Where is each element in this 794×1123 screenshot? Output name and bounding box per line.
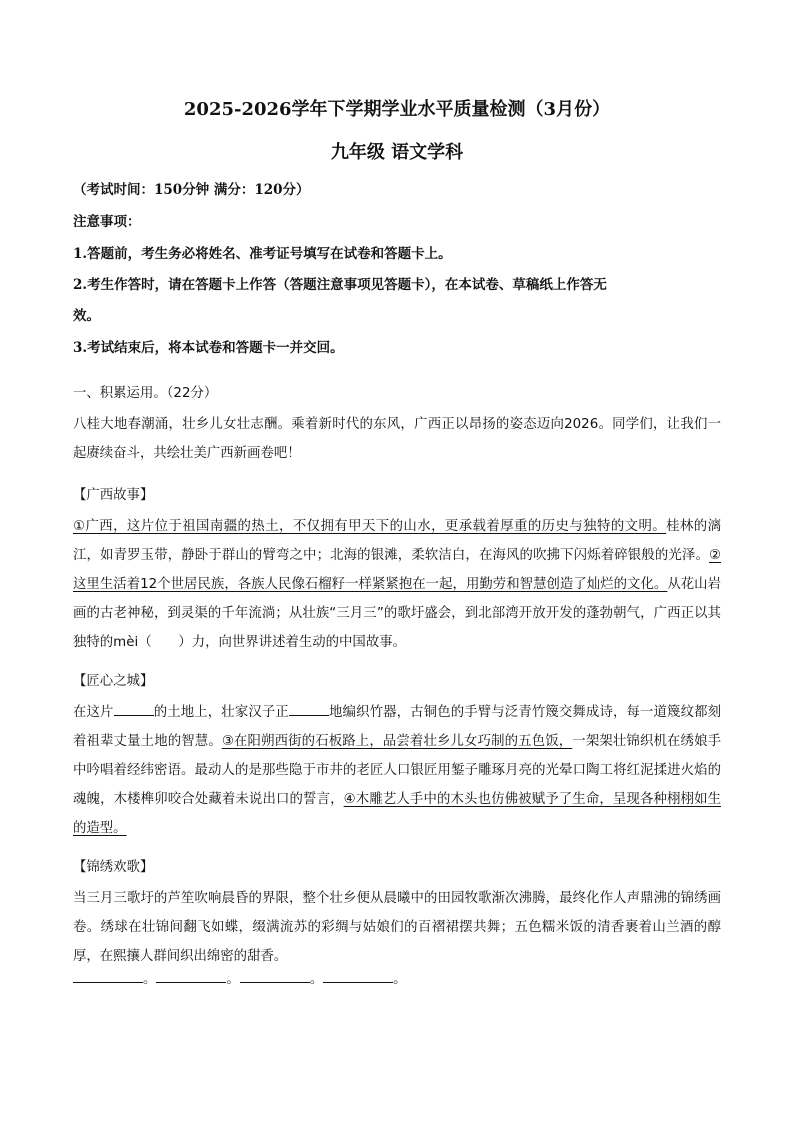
craft-text-3: 地编织竹器，古铜色的手臂与泛青竹篾交舞成诗，每一道篾纹都刻着祖辈丈量土地的智慧。 <box>73 705 722 749</box>
blank-separator: 。 <box>143 972 157 987</box>
answer-blank-line <box>73 968 407 990</box>
notes-heading: 注意事项： <box>73 214 141 230</box>
song-heading: 【锦绣欢歌】 <box>73 860 154 875</box>
fill-blank-2 <box>289 701 329 716</box>
pinyin-mei: mèi <box>113 635 139 650</box>
story-text-1: 桂林的漓江，如青罗玉带，静卧于群山的臂弯之中；北海的银滩，柔软洁白，在海风的吹拂下闪烁着碎银般的光泽。 <box>73 519 721 563</box>
answer-blank-1 <box>73 968 143 983</box>
exam-title: 2025-2026学年下学期学业水平质量检测（3月份） <box>183 99 611 120</box>
note-item-2-line-1: 2.考生作答时，请在答题卡上作答（答题注意事项见答题卡），在本试卷、草稿纸上作答无 <box>73 277 607 293</box>
craft-heading: 【匠心之城】 <box>73 674 154 689</box>
answer-blank-2 <box>156 968 226 983</box>
blank-separator: 。 <box>309 972 324 987</box>
note-item-3: 3.考试结束后，将本试卷和答题卡一并交回。 <box>73 340 344 356</box>
sentence-1: ①广西，这片位于祖国南疆的热土，不仅拥有甲天下的山水，更承载着厚重的历史与独特的文明。 <box>73 519 667 534</box>
sentence-3: ③在阳朔西街的石板路上，品尝着壮乡儿女巧制的五色饭， <box>221 734 573 749</box>
section-1-intro: 八桂大地春潮涌，壮乡儿女壮志酬。乘着新时代的东风，广西正以昂扬的姿态迈向2026。同学们，让我们一起赓续奋斗，共绘壮美广西新画卷吧！ <box>73 417 721 461</box>
craft-paragraph <box>73 698 721 843</box>
fill-blank-1 <box>114 701 154 716</box>
sentence-4: ④木雕艺人手中的木头也仿佛被赋予了生命，呈现各种栩栩如生的造型。 <box>73 792 721 836</box>
exam-info: （考试时间：150分钟 满分：120分） <box>73 182 310 198</box>
note-item-2-line-2: 效。 <box>73 308 100 324</box>
story-heading: 【广西故事】 <box>73 488 154 503</box>
exam-subtitle: 九年级 语文学科 <box>330 142 464 163</box>
note-item-1: 1.答题前，考生务必将姓名、准考证号填写在试卷和答题卡上。 <box>73 246 452 262</box>
answer-blank-4 <box>323 968 393 983</box>
craft-text-2: 的土地上，壮家汉子正 <box>153 705 289 720</box>
answer-blank-3 <box>240 968 310 983</box>
story-text-2: 从花山岩画的古老神秘，到灵渠的千年流淌；从壮族“三月三”的歌圩盛会，到北部湾开放开发的蓬勃朝气，广西正以其独特的 <box>73 577 721 650</box>
blank-separator: 。 <box>226 972 240 987</box>
section-1-heading: 一、积累运用。（22分） <box>73 386 218 401</box>
craft-text-1: 在这片 <box>73 705 114 720</box>
answer-paren: （ ） <box>138 635 192 650</box>
story-text-3: 力，向世界讲述着生动的中国故事。 <box>191 635 406 650</box>
sentence-2: ②这里生活着12个世居民族，各族人民像石榴籽一样紧紧抱在一起，用勤劳和智慧创造了灿烂的文化。 <box>73 548 721 592</box>
craft-text-4: 一架架壮锦织机在绣娘手中吟唱着经纬密语。最动人的是那些隐于市井的老匠人口银匠用錾子雕琢月亮的光晕口陶工将红泥揉进火焰的魂魄，木楼榫卯咬合处藏着未说出口的誓言， <box>73 734 722 807</box>
song-paragraph: 当三月三歌圩的芦笙吹响晨昏的界限，整个壮乡便从晨曦中的田园牧歌渐次沸腾，最终化作人声鼎沸的锦绣画卷。绣球在壮锦间翻飞如蝶，缀满流苏的彩绸与姑娘们的百褶裙摆共舞；五色糯米饭的清香裹着山兰酒的醇厚，在熙攘人群间织出绵密的甜香。 <box>73 891 721 964</box>
blank-separator: 。 <box>393 972 407 987</box>
story-paragraph <box>73 512 721 657</box>
